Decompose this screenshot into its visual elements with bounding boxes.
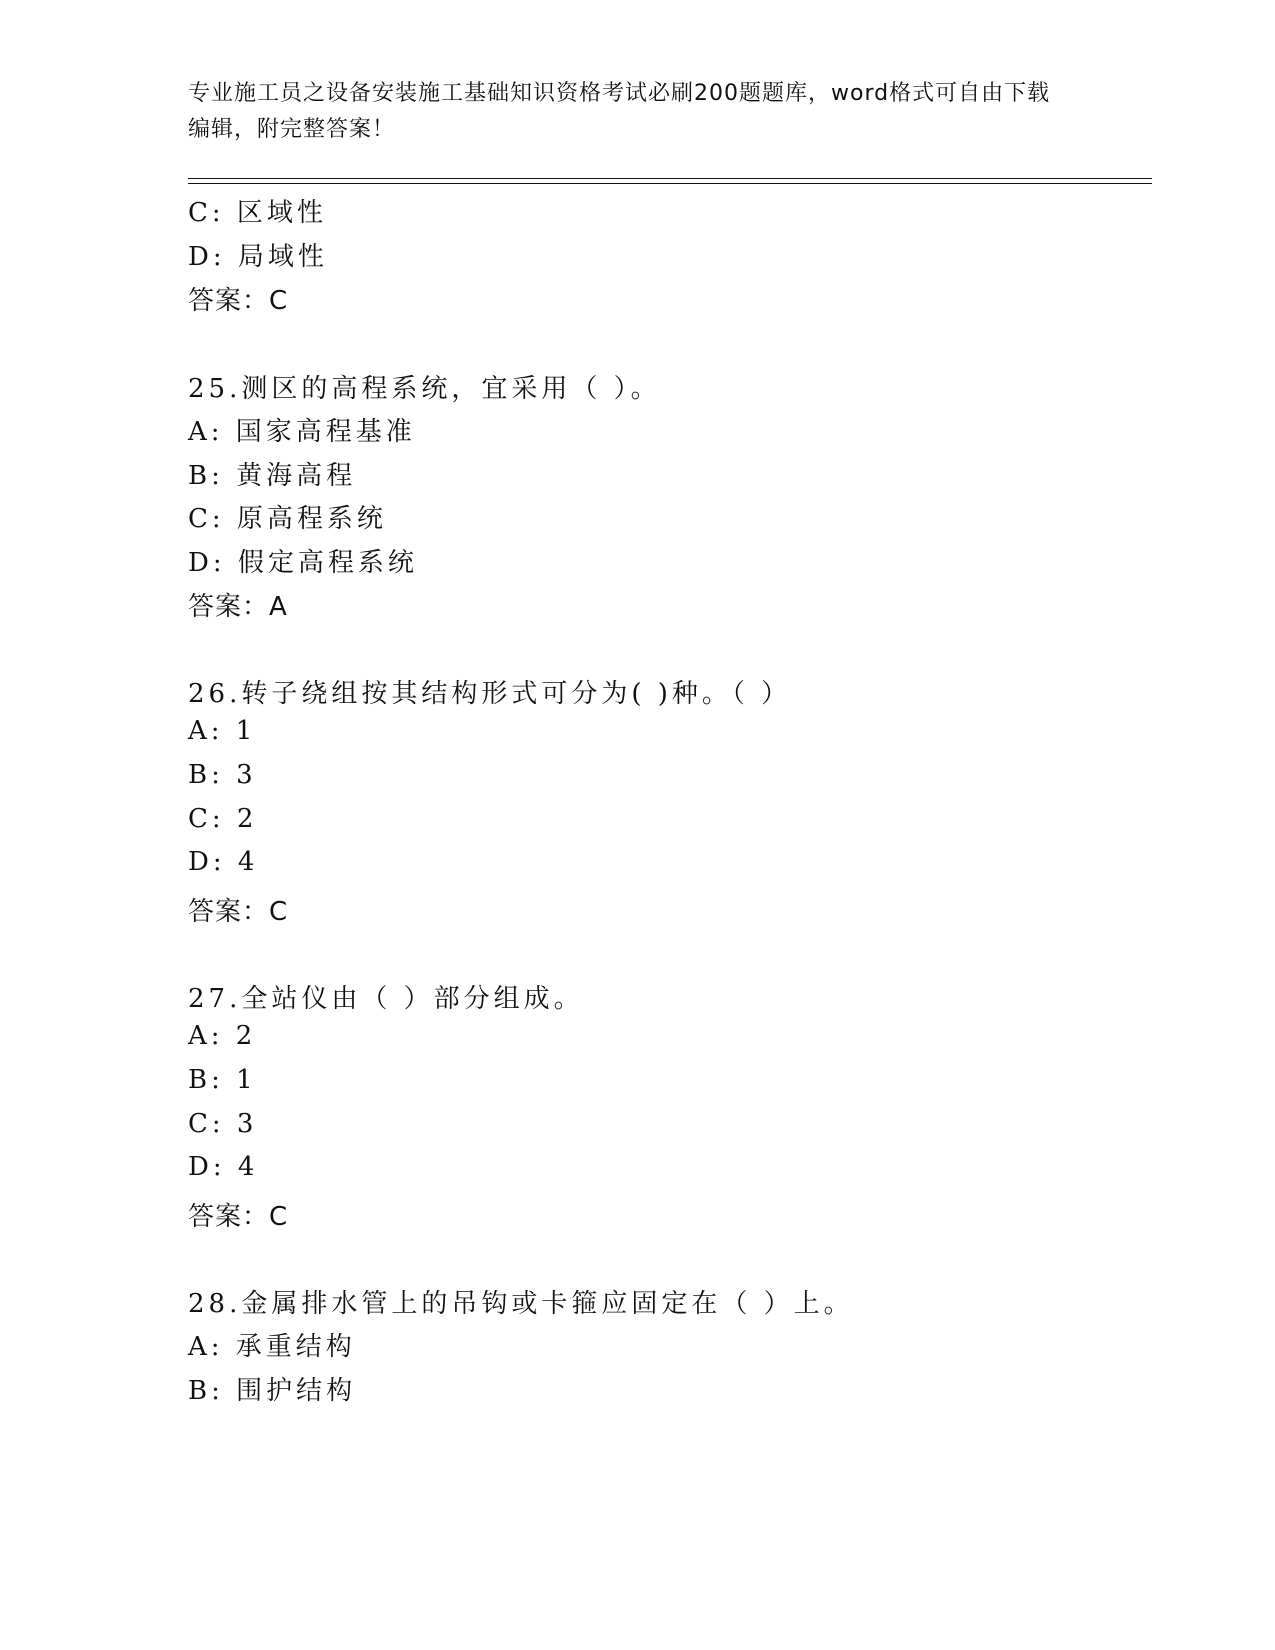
q25-option-d: D: 假定高程系统 <box>188 548 418 578</box>
q27-answer: 答案：C <box>188 1202 289 1232</box>
question-25: 25.测区的高程系统，宜采用（ ）。 <box>188 374 661 404</box>
q25-option-b: B: 黄海高程 <box>188 461 357 491</box>
document-header: 专业施工员之设备安装施工基础知识资格考试必刷200题题库，word格式可自由下载编辑，附完整答案！ <box>188 81 1051 142</box>
q26-option-a: A: 1 <box>188 716 257 746</box>
q28-option-a: A: 承重结构 <box>188 1332 356 1362</box>
q27-option-c: C: 3 <box>188 1109 258 1139</box>
prev-option-d: D: 局域性 <box>188 242 328 272</box>
prev-option-c: C: 区域性 <box>188 198 327 228</box>
q26-option-b: B: 3 <box>188 760 257 790</box>
prev-answer: 答案：C <box>188 286 289 316</box>
header-divider <box>188 178 1152 184</box>
q27-option-b: B: 1 <box>188 1065 257 1095</box>
q27-option-a: A: 2 <box>188 1021 257 1051</box>
q25-answer: 答案：A <box>188 592 288 622</box>
q25-option-a: A: 国家高程基准 <box>188 417 416 447</box>
q26-option-d: D: 4 <box>188 847 259 877</box>
q27-option-d: D: 4 <box>188 1152 259 1182</box>
question-27: 27.全站仪由（ ）部分组成。 <box>188 984 584 1014</box>
q26-option-c: C: 2 <box>188 804 258 834</box>
q26-answer: 答案：C <box>188 897 289 927</box>
q28-option-b: B: 围护结构 <box>188 1376 357 1406</box>
question-28: 28.金属排水管上的吊钩或卡箍应固定在（ ）上。 <box>188 1289 854 1319</box>
question-26: 26.转子绕组按其结构形式可分为( )种。（ ） <box>188 679 792 709</box>
q25-option-c: C: 原高程系统 <box>188 504 387 534</box>
